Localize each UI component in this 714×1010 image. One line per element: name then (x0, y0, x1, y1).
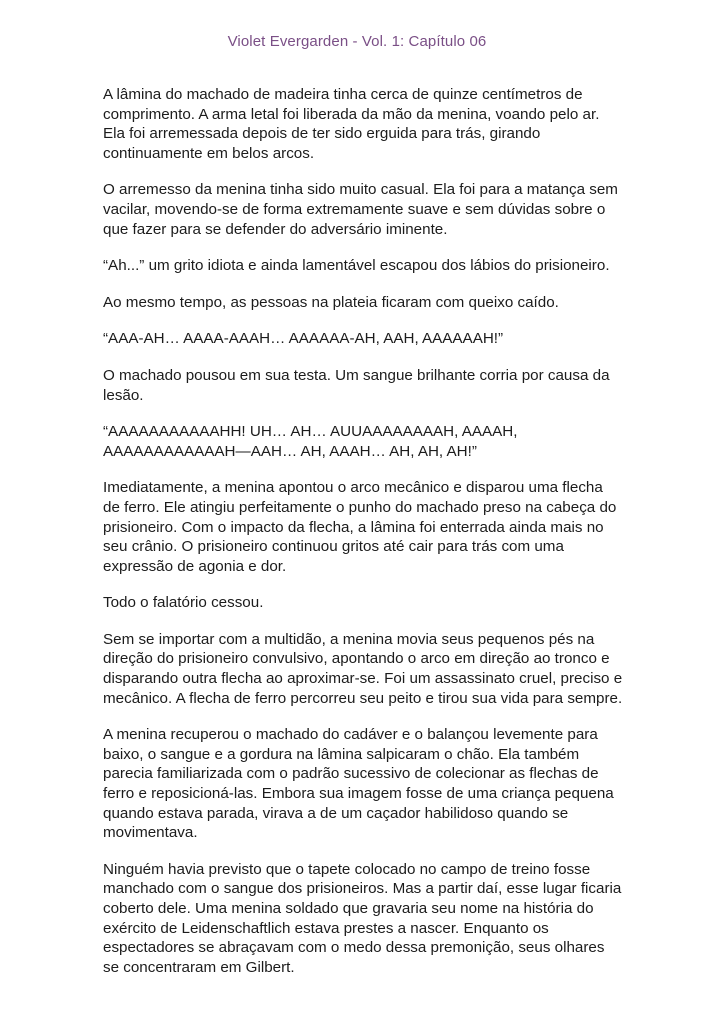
chapter-body (103, 85, 623, 994)
paragraph: Ao mesmo tempo, as pessoas na plateia ficaram com queixo caído. (103, 293, 559, 311)
paragraph: “AAA-AH… AAAA-AAAH… AAAAAA-AH, AAH, AAAAAAH!” (103, 330, 504, 348)
paragraph: Imediatamente, a menina apontou o arco mecânico e disparou uma flecha de ferro. Ele atingiu perfeitamente o punho do machado preso na cabeça do prisioneiro. Com o impacto da flecha, a lâmina foi enterrada ainda mais no seu crânio. O prisioneiro continuou gritos até cair para trás com uma expressão de agonia e dor. (103, 479, 617, 575)
paragraph: O machado pousou em sua testa. Um sangue brilhante corria por causa da lesão. (103, 366, 610, 404)
paragraph: “AAAAAAAAAAAHH! UH… AH… AUUAAAAAAAAH, AAAAH, AAAAAAAAAAAAH—AAH… AH, AAAH… AH, AH, AH!” (103, 423, 518, 460)
paragraph: Sem se importar com a multidão, a menina movia seus pequenos pés na direção do prisioneiro convulsivo, apontando o arco em direção ao tronco e disparando outra flecha ao aproximar-se. Foi um assassinato cruel, preciso e mecânico. A flecha de ferro percorreu seu peito e tirou sua vida para sempre. (103, 630, 623, 707)
paragraph: Ninguém havia previsto que o tapete colocado no campo de treino fosse manchado com o sangue dos prisioneiros. Mas a partir daí, esse lugar ficaria coberto dele. Uma menina soldado que gravaria seu nome na história do exército de Leidenschaftlich estava prestes a nascer. Enquanto os espectadores se abraçavam com o medo dessa premonição, seus olhares se concentraram em Gilbert. (103, 860, 622, 976)
paragraph: A menina recuperou o machado do cadáver e o balançou levemente para baixo, o sangue e a gordura na lâmina salpicaram o chão. Ela também parecia familiarizada com o padrão sucessivo de colecionar as flechas de ferro e reposicioná-las. Embora sua imagem fosse de uma criança pequena quando estava parada, virava a de um caçador habilidoso quando se movimentava. (103, 726, 614, 842)
paragraph: “Ah...” um grito idiota e ainda lamentável escapou dos lábios do prisioneiro. (103, 257, 610, 275)
page-header: Violet Evergarden - Vol. 1: Capítulo 06 (227, 33, 487, 50)
paragraph: Todo o falatório cessou. (103, 594, 264, 612)
paragraph: A lâmina do machado de madeira tinha cerca de quinze centímetros de comprimento. A arma letal foi liberada da mão da menina, voando pelo ar. Ela foi arremessada depois de ter sido erguida para trás, girando continuamente em belos arcos. (103, 86, 600, 162)
paragraph: O arremesso da menina tinha sido muito casual. Ela foi para a matança sem vacilar, movendo-se de forma extremamente suave e sem dúvidas sobre o que fazer para se defender do adversário iminente. (103, 181, 618, 238)
